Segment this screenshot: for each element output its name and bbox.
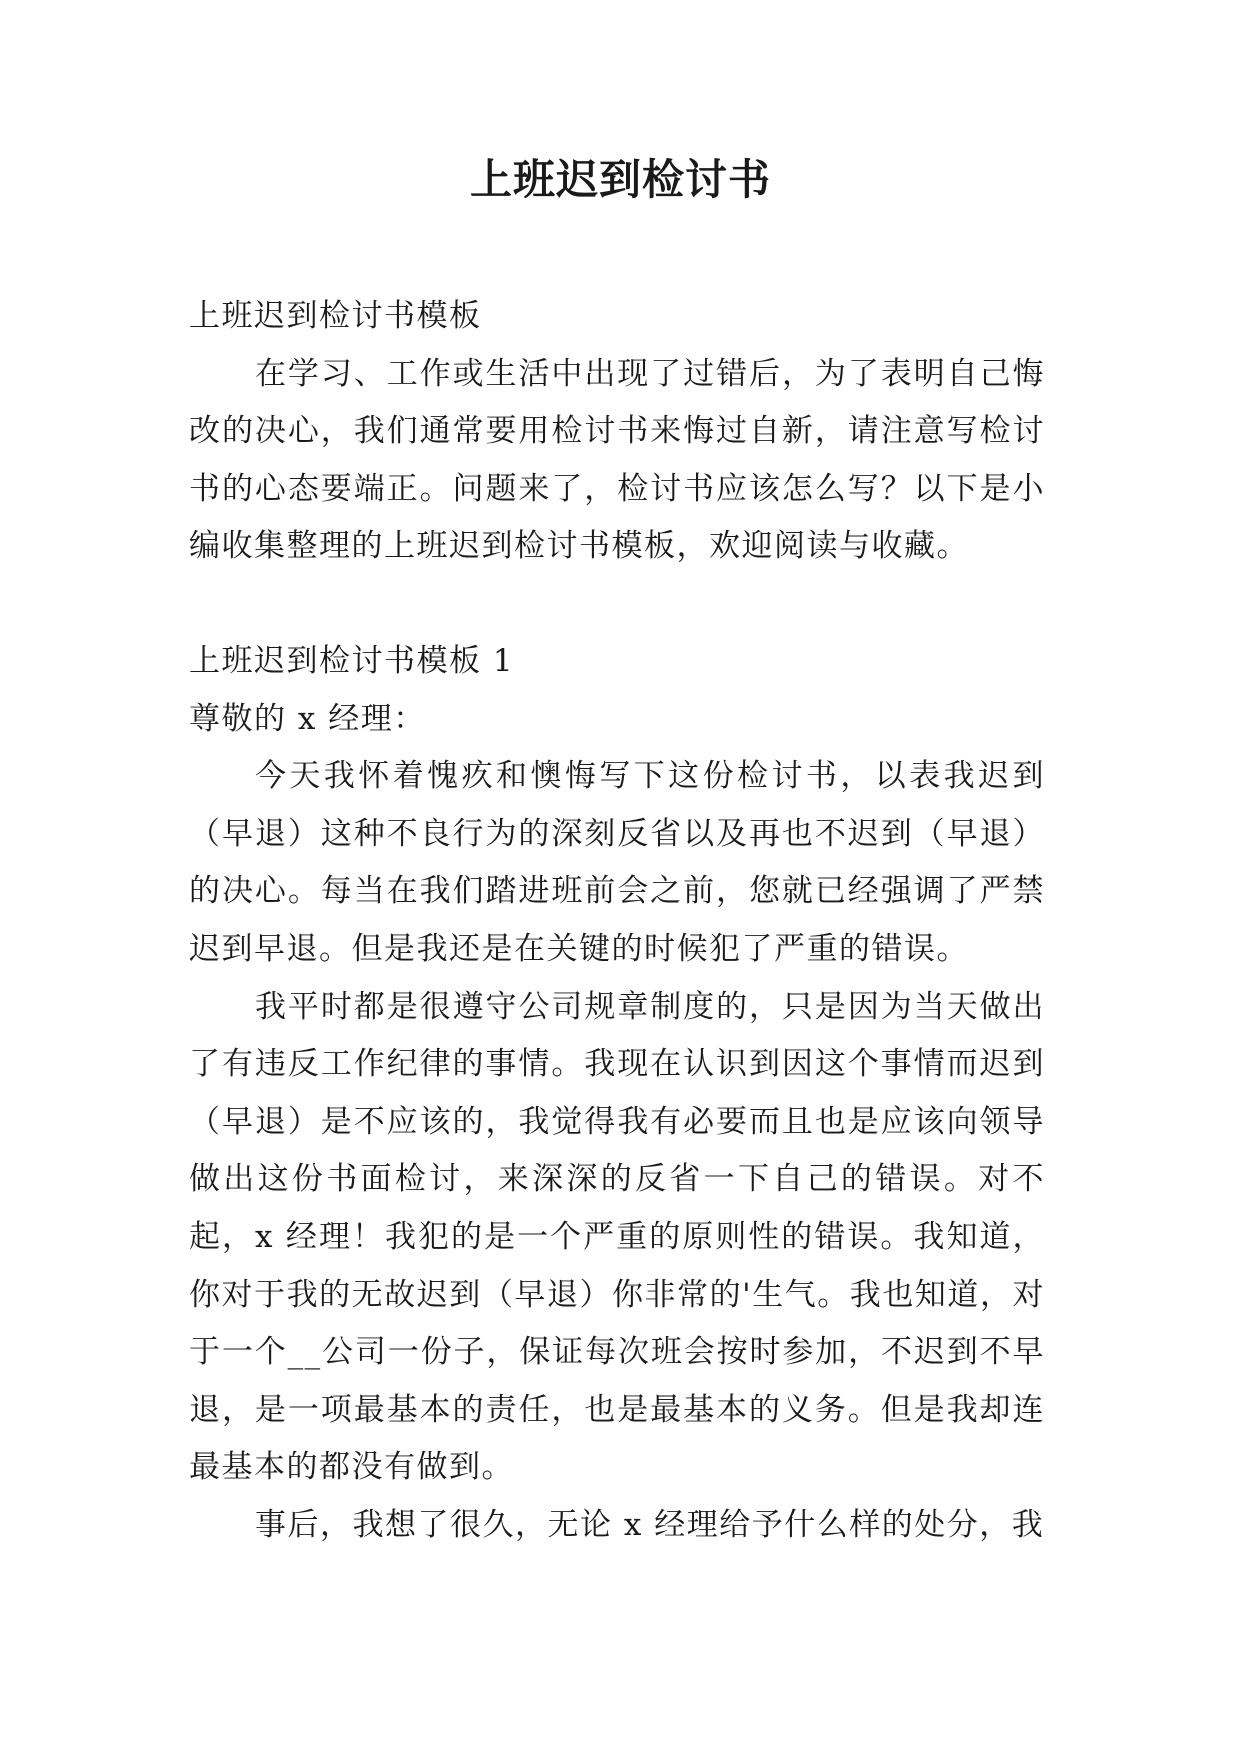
body-paragraph: 我平时都是很遵守公司规章制度的，只是因为当天做出了有违反工作纪律的事情。我现在认识到因这个事情而迟到（早退）是不应该的，我觉得我有必要而且也是应该向领导做出这份书面检讨，来深深的反省一下自己的错误。对不起，x 经理！我犯的是一个严重的原则性的错误。我知道，你对于我的无故迟到（早退）你非常的'生气。我也知道，对于一个__公司一份子，保证每次班会按时参加，不迟到不早退，是一项最基本的责任，也是最基本的义务。但是我却连最基本的都没有做到。 — [189, 988, 1045, 1486]
document-title: 上班迟到检讨书 — [469, 155, 771, 204]
body-paragraph: 事后，我想了很久，无论 x 经理给予什么样的处分，我 — [255, 1506, 1045, 1543]
template-section — [189, 633, 1045, 1555]
salutation: 尊敬的 x 经理： — [189, 700, 426, 737]
body-paragraph: 今天我怀着愧疚和懊悔写下这份检讨书，以表我迟到（早退）这种不良行为的深刻反省以及再也不迟到（早退）的决心。每当在我们踏进班前会之前，您就已经强调了严禁迟到早退。但是我还是在关键的时候犯了严重的错误。 — [189, 758, 1045, 967]
intro-paragraph: 在学习、工作或生活中出现了过错后，为了表明自己悔改的决心，我们通常要用检讨书来悔过自新，请注意写检讨书的心态要端正。问题来了，检讨书应该怎么写？以下是小编收集整理的上班迟到检讨书模板，欢迎阅读与收藏。 — [189, 355, 1045, 565]
section-heading: 上班迟到检讨书模板 — [189, 298, 482, 334]
template-heading: 上班迟到检讨书模板 1 — [189, 643, 515, 679]
intro-section — [189, 288, 1045, 576]
